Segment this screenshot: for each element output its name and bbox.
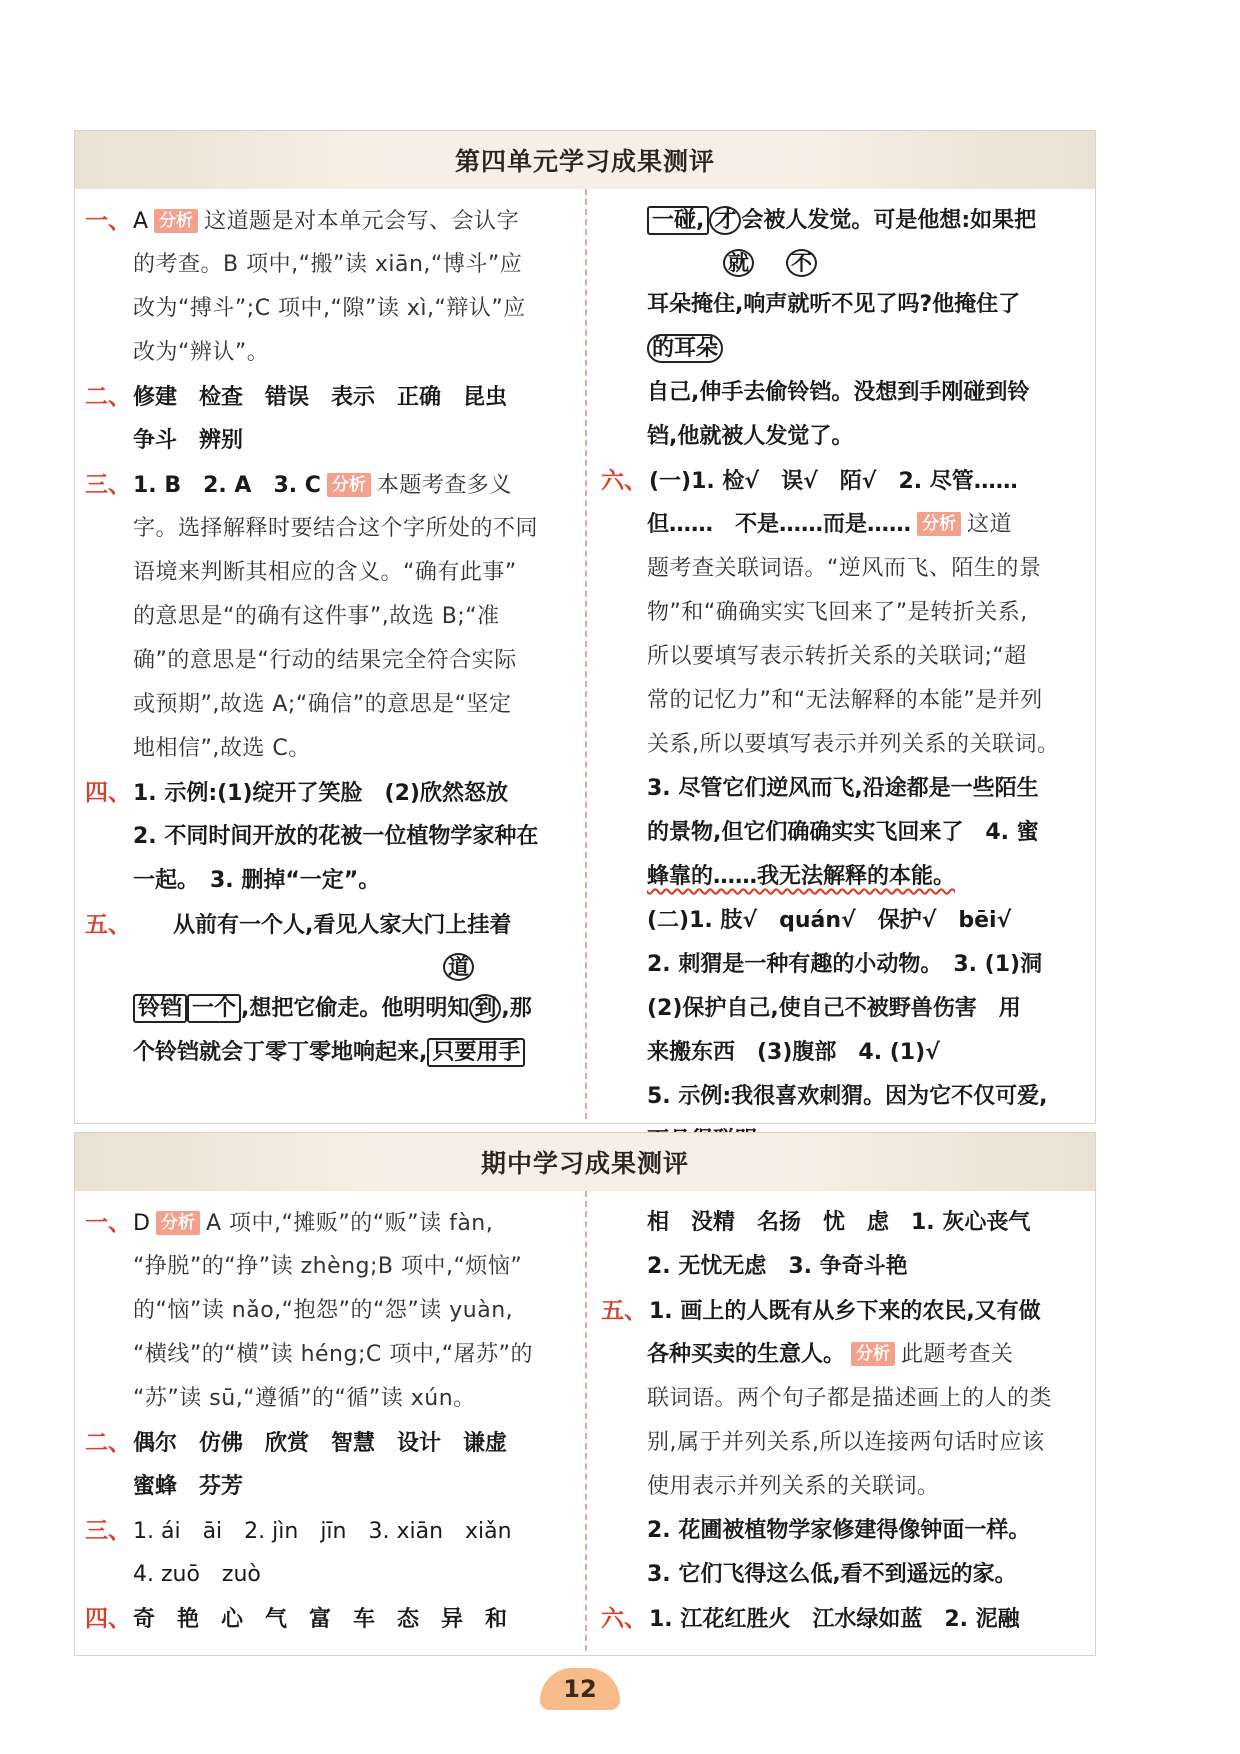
analysis-text: 字。选择解释时要结合这个字所处的不同: [133, 516, 539, 541]
analysis-text: 本题考查多义: [376, 473, 512, 498]
question-number: 一、: [85, 208, 131, 234]
answer-text: 3. 尽管它们逆风而飞,沿途都是一些陌生: [647, 776, 1039, 801]
circled-character: 到: [469, 994, 501, 1023]
answer-text: (一)1. 检√ 误√ 陌√ 2. 尽管……: [649, 469, 1018, 494]
analysis-text: 或预期”,故选 A;“确信”的意思是“坚定: [133, 692, 512, 717]
answer-text: 蜂靠的……我无法解释的本能。: [647, 864, 956, 889]
answer-choice: D: [133, 1211, 150, 1236]
analysis-text: 确”的意思是“行动的结果完全符合实际: [133, 648, 517, 673]
analysis-text: “横线”的“横”读 héng;C 项中,“屠苏”的: [133, 1342, 534, 1367]
section-title: 期中学习成果测评: [75, 1133, 1095, 1191]
left-column: [75, 1191, 585, 1651]
analysis-badge: 分析: [851, 1342, 895, 1366]
passage-text-line: [601, 327, 1077, 371]
answer-line: [601, 1597, 1077, 1641]
question-number: 三、: [85, 1518, 131, 1544]
edit-insertion-line: [85, 947, 567, 987]
analysis-text: 这道题是对本单元会写、会认字: [204, 209, 520, 234]
answer-choice: A: [133, 209, 149, 234]
answer-text: 1. 江花红胜火 江水绿如蓝 2. 泥融: [649, 1607, 1020, 1632]
answer-text: 但…… 不是……而是……: [647, 512, 912, 537]
passage-text: 个铃铛就会丁零丁零地响起来,: [133, 1040, 428, 1065]
answer-text: 奇 艳 心 气 富 车 态 异 和: [133, 1607, 508, 1632]
analysis-text: 这道: [967, 512, 1013, 537]
answer-text: 的景物,但它们确确实实飞回来了 4. 蜜: [647, 820, 1039, 845]
answer-line: [85, 199, 567, 243]
answer-text: (2)保护自己,使自己不被野兽伤害 用: [647, 996, 1021, 1021]
answer-text: 各种买卖的生意人。: [647, 1342, 846, 1367]
answer-line: [601, 459, 1077, 503]
analysis-text: 的考查。B 项中,“搬”读 xiān,“博斗”应: [133, 252, 523, 277]
inserted-character: 不: [786, 249, 817, 277]
circled-character: 才: [709, 206, 741, 235]
answer-text: 1. 示例:(1)绽开了笑脸 (2)欣然怒放: [133, 781, 508, 806]
answer-text: 1. 画上的人既有从乡下来的农民,又有做: [649, 1299, 1041, 1324]
analysis-text: 的“恼”读 nǎo,“抱怨”的“怨”读 yuàn,: [133, 1298, 514, 1323]
question-number: 二、: [85, 1430, 131, 1456]
boxed-word: 一个: [187, 994, 241, 1023]
analysis-text: 物”和“确确实实飞回来了”是转折关系,: [647, 600, 1028, 625]
answer-text: 3. 它们飞得这么低,看不到遥远的家。: [647, 1562, 1017, 1587]
analysis-text: 题考查关联词语。“逆风而飞、陌生的景: [647, 556, 1042, 581]
analysis-text: 的意思是“的确有这件事”,故选 B;“准: [133, 604, 500, 629]
analysis-badge: 分析: [917, 512, 961, 536]
answer-text: 争斗 辨别: [133, 428, 244, 453]
question-number: 二、: [85, 384, 131, 410]
analysis-text: 语境来判断其相应的含义。“确有此事”: [133, 560, 517, 585]
answer-text: 2. 刺猬是一种有趣的小动物。 3. (1)洞: [647, 952, 1043, 977]
answer-line: [601, 855, 1077, 899]
passage-text-line: [85, 1031, 567, 1075]
question-number: 五、: [85, 912, 131, 938]
question-number: 六、: [601, 468, 647, 494]
answer-line: [601, 1289, 1077, 1333]
answer-text: (二)1. 肢√ quán√ 保护√ bēi√: [647, 908, 1012, 933]
midterm-assessment-section: [74, 1132, 1096, 1656]
question-number: 四、: [85, 1606, 131, 1632]
answer-text: 来搬东西 (3)腹部 4. (1)√: [647, 1040, 940, 1065]
analysis-text: 联词语。两个句子都是描述画上的人的类: [647, 1386, 1053, 1411]
answer-text: 2. 无忧无虑 3. 争奇斗艳: [647, 1254, 908, 1279]
analysis-badge: 分析: [327, 473, 371, 497]
analysis-text: 关系,所以要填写表示并列关系的关联词。: [647, 732, 1060, 757]
two-column-body: [75, 1191, 1095, 1651]
right-column: [585, 189, 1095, 1119]
answer-line: [601, 503, 1077, 547]
passage-text: 从前有一个人,看见人家大门上挂着: [173, 913, 512, 938]
question-number: 三、: [85, 472, 131, 498]
analysis-text: 此题考查关: [901, 1342, 1014, 1367]
question-number: 五、: [601, 1298, 647, 1324]
analysis-text: 地相信”,故选 C。: [133, 736, 311, 761]
passage-text: 耳朵掩住,响声就听不见了吗?他掩住了: [647, 292, 1021, 317]
analysis-text: 所以要填写表示转折关系的关联词;“超: [647, 644, 1027, 669]
answer-text: 1. ái āi 2. jìn jīn 3. xiān xiǎn: [133, 1519, 512, 1544]
answer-line: [601, 1333, 1077, 1377]
edit-insertion-line: [601, 243, 1077, 283]
answer-text: 2. 花圃被植物学家修建得像钟面一样。: [647, 1518, 1031, 1543]
question-number: 六、: [601, 1606, 647, 1632]
answer-choices: 1. B 2. A 3. C: [133, 473, 321, 498]
left-column: [75, 189, 585, 1119]
answer-text: 2. 不同时间开放的花被一位植物学家种在: [133, 824, 539, 849]
answer-line: [85, 463, 567, 507]
answer-line: [85, 903, 567, 947]
analysis-text: 改为“搏斗”;C 项中,“隙”读 xì,“辩认”应: [133, 296, 526, 321]
two-column-body: [75, 189, 1095, 1119]
analysis-text: 使用表示并列关系的关联词。: [647, 1474, 940, 1499]
section-title: 第四单元学习成果测评: [75, 131, 1095, 189]
answer-line: [85, 375, 567, 419]
answer-text: 一起。 3. 删掉“一定”。: [133, 868, 381, 893]
passage-text-line: [85, 987, 567, 1031]
unit4-assessment-section: [74, 130, 1096, 1124]
answer-line: [85, 1597, 567, 1641]
boxed-word: 铃铛: [133, 994, 187, 1023]
boxed-phrase: 只要用手: [427, 1038, 525, 1067]
analysis-text: A 项中,“摊贩”的“贩”读 fàn,: [205, 1211, 494, 1236]
page-number: 12: [540, 1668, 620, 1710]
analysis-text: “苏”读 sū,“遵循”的“循”读 xún。: [133, 1386, 476, 1411]
answer-text: 蜜蜂 芬芳: [133, 1474, 244, 1499]
answer-text: 5. 示例:我很喜欢刺猬。因为它不仅可爱,: [647, 1084, 1048, 1109]
inserted-character: 道: [443, 953, 474, 981]
passage-text: ,那: [501, 996, 532, 1021]
answer-line: [85, 1509, 567, 1553]
circled-phrase: 的耳朵: [647, 334, 723, 363]
answer-text: 4. zuō zuò: [133, 1562, 261, 1587]
answer-text: 修建 检查 错误 表示 正确 昆虫: [133, 385, 508, 410]
right-column: [585, 1191, 1095, 1651]
question-number: 一、: [85, 1210, 131, 1236]
answer-text: 相 没精 名扬 忧 虑 1. 灰心丧气: [647, 1210, 1031, 1235]
answer-line: [85, 1421, 567, 1465]
passage-text-line: [601, 199, 1077, 243]
passage-text: ,想把它偷走。他明明知: [241, 996, 470, 1021]
answer-line: [85, 1201, 567, 1245]
analysis-text: 常的记忆力”和“无法解释的本能”是并列: [647, 688, 1043, 713]
answer-text: 偶尔 仿佛 欣赏 智慧 设计 谦虚: [133, 1431, 508, 1456]
analysis-badge: 分析: [154, 209, 198, 233]
answer-line: [85, 771, 567, 815]
analysis-text: 别,属于并列关系,所以连接两句话时应该: [647, 1430, 1045, 1455]
passage-text: 自己,伸手去偷铃铛。没想到手刚碰到铃: [647, 380, 1030, 405]
question-number: 四、: [85, 780, 131, 806]
inserted-character: 就: [723, 249, 754, 277]
analysis-text: “挣脱”的“挣”读 zhèng;B 项中,“烦恼”: [133, 1254, 523, 1279]
analysis-text: 改为“辨认”。: [133, 340, 270, 365]
passage-text: 铛,他就被人发觉了。: [647, 424, 854, 449]
passage-text: 会被人发觉。可是他想:如果把: [741, 208, 1037, 233]
boxed-word: 一碰,: [647, 206, 709, 235]
analysis-badge: 分析: [156, 1211, 200, 1235]
